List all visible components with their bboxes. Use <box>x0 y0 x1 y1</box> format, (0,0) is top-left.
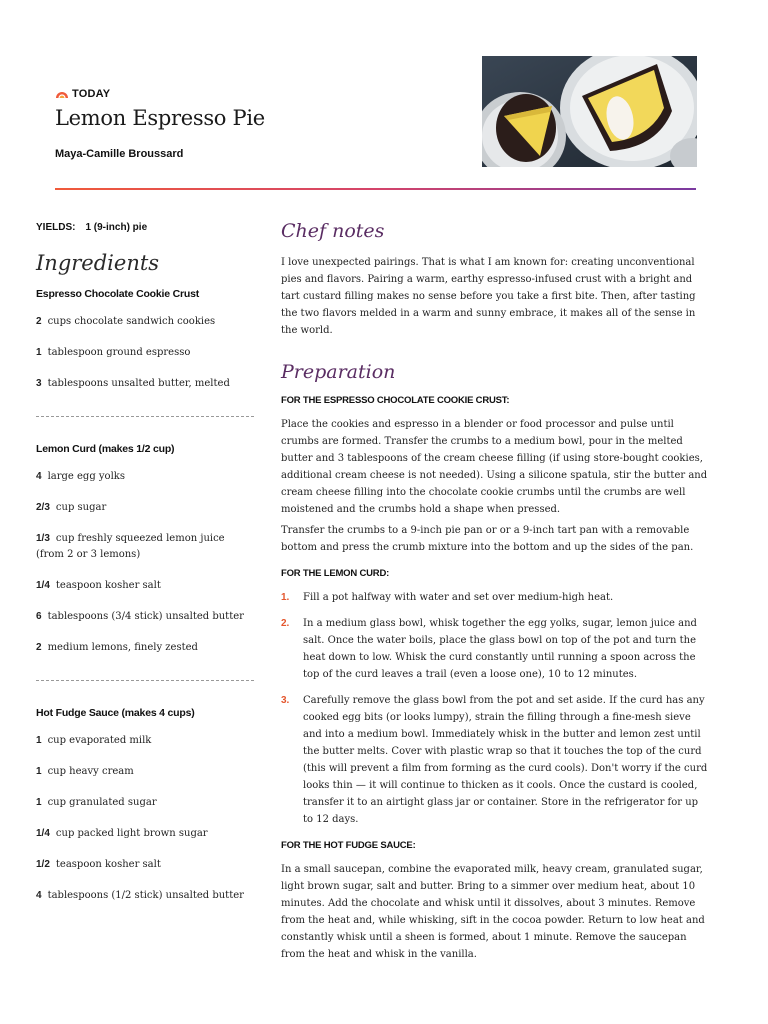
ingredient-item: 1 cup granulated sugar <box>36 797 157 808</box>
ingredient-item: 2/3 cup sugar <box>36 502 107 513</box>
step-text: In a medium glass bowl, whisk together the egg yolks, sugar, lemon juice and salt. Once the water boils, place the glass bowl on top of the pot and turn the heat down to low. Whisk the curd constantly until running a spoon across the top of the curd leaves a trail (even a loose one), 10 to 12 minutes. <box>303 618 697 680</box>
crust-paragraph: Place the cookies and espresso in a blender or food processor and pulse until crumbs are formed. Transfer the crumbs to a medium bowl, pour in the melted butter and 3 tablespoons of the cream cheese filling (if using store-bought cookies, additional cream cheese is not needed). Using a silicone spatula, stir the butter and cream cheese filling into the chocolate cookie crumbs until the crumbs are well moistened and the crumbs hold a shape when pressed. <box>281 419 708 515</box>
chef-notes-heading: Chef notes <box>281 220 385 242</box>
crust-paragraph: Transfer the crumbs to a 9-inch pie pan or or a 9-inch tart pan with a removable bottom and press the crumb mixture into the bottom and up the sides of the pan. <box>281 525 694 553</box>
fudge-caption: FOR THE HOT FUDGE SAUCE: <box>281 840 416 851</box>
ingredient-item: 2 medium lemons, finely zested <box>36 642 198 653</box>
step-item <box>281 692 711 828</box>
brand-logo <box>55 88 110 100</box>
chef-notes-text: I love unexpected pairings. That is what I am known for: creating unconventional pies and flavors. Pairing a warm, earthy espresso-infused crust with a bright and tart custard filling makes no sense before you take a first bite. Then, after tasting the two flavors melded in a warm and sunny embrace, it makes all of the sense in the world. <box>281 257 696 336</box>
step-text: Carefully remove the glass bowl from the pot and set aside. If the curd has any cooked egg bits (or looks lumpy), strain the filling through a fine-mesh sieve and into a medium bowl. Immediately whisk in the butter and lemon zest until the butter melts. Cover with plastic wrap so that it touches the top of the curd (this will prevent a film from forming as the curd cools). Don't worry if the curd looks thin — it will continue to thicken as it cools. Once the custard is cooled, transfer it to an airtight glass jar or container. Store in the refrigerator for up to 12 days. <box>303 695 708 825</box>
step-number: 1. <box>281 592 290 603</box>
ingredient-item: 4 large egg yolks <box>36 471 125 482</box>
curd-caption: FOR THE LEMON CURD: <box>281 568 390 579</box>
brand-name: TODAY <box>72 88 111 100</box>
ingredient-group-title: Hot Fudge Sauce (makes 4 cups) <box>36 707 195 719</box>
instructions-column <box>281 220 711 967</box>
ingredient-item: 1 cup heavy cream <box>36 766 134 777</box>
preparation-heading: Preparation <box>281 361 396 383</box>
ingredient-item: 4 tablespoons (1/2 stick) unsalted butter <box>36 890 244 901</box>
recipe-title: Lemon Espresso Pie <box>55 106 265 130</box>
ingredient-item: 1/2 teaspoon kosher salt <box>36 859 161 870</box>
ingredient-group-title: Espresso Chocolate Cookie Crust <box>36 288 200 300</box>
ingredient-item: 3 tablespoons unsalted butter, melted <box>36 378 230 389</box>
ingredient-item: 6 tablespoons (3/4 stick) unsalted butter <box>36 611 244 622</box>
ingredient-item: 1/3 cup freshly squeezed lemon juice (from 2 or 3 lemons) <box>36 533 225 560</box>
fudge-paragraph: In a small saucepan, combine the evaporated milk, heavy cream, granulated sugar, light brown sugar, salt and butter. Bring to a simmer over medium heat, about 10 minutes. Add the chocolate and whisk until it dissolves, about 3 minutes. Remove from the heat and, while whisking, sift in the cocoa powder. Return to low heat and constantly whisk until a sheen is formed, about 1 minute. Remove the saucepan from the heat and whisk in the vanilla. <box>281 864 705 960</box>
header-divider <box>55 188 696 190</box>
step-item <box>281 589 711 606</box>
ingredient-item: 1 tablespoon ground espresso <box>36 347 191 358</box>
yields-label: YIELDS: <box>36 222 76 233</box>
step-number: 3. <box>281 695 290 706</box>
ingredient-item: 2 cups chocolate sandwich cookies <box>36 316 216 327</box>
ingredients-heading: Ingredients <box>36 251 160 275</box>
ingredient-group-hot-fudge <box>36 707 254 904</box>
today-sunrise-icon <box>55 90 69 98</box>
yields-value: 1 (9-inch) pie <box>85 222 148 233</box>
step-number: 2. <box>281 618 290 629</box>
step-text: Fill a pot halfway with water and set over medium-high heat. <box>303 592 614 603</box>
ingredient-item: 1 cup evaporated milk <box>36 735 152 746</box>
ingredient-group-lemon-curd <box>36 443 254 656</box>
ingredient-group-crust <box>36 288 254 392</box>
yields <box>36 222 254 233</box>
crust-caption: FOR THE ESPRESSO CHOCOLATE COOKIE CRUST: <box>281 395 510 406</box>
ingredients-column <box>36 222 254 919</box>
dashed-divider <box>36 680 254 681</box>
curd-steps <box>281 589 711 828</box>
step-item <box>281 615 711 683</box>
ingredient-item: 1/4 cup packed light brown sugar <box>36 828 208 839</box>
hero-image <box>482 56 697 167</box>
ingredient-group-title: Lemon Curd (makes 1/2 cup) <box>36 443 175 455</box>
recipe-author: Maya-Camille Broussard <box>55 148 184 160</box>
ingredient-item: 1/4 teaspoon kosher salt <box>36 580 161 591</box>
dashed-divider <box>36 416 254 417</box>
